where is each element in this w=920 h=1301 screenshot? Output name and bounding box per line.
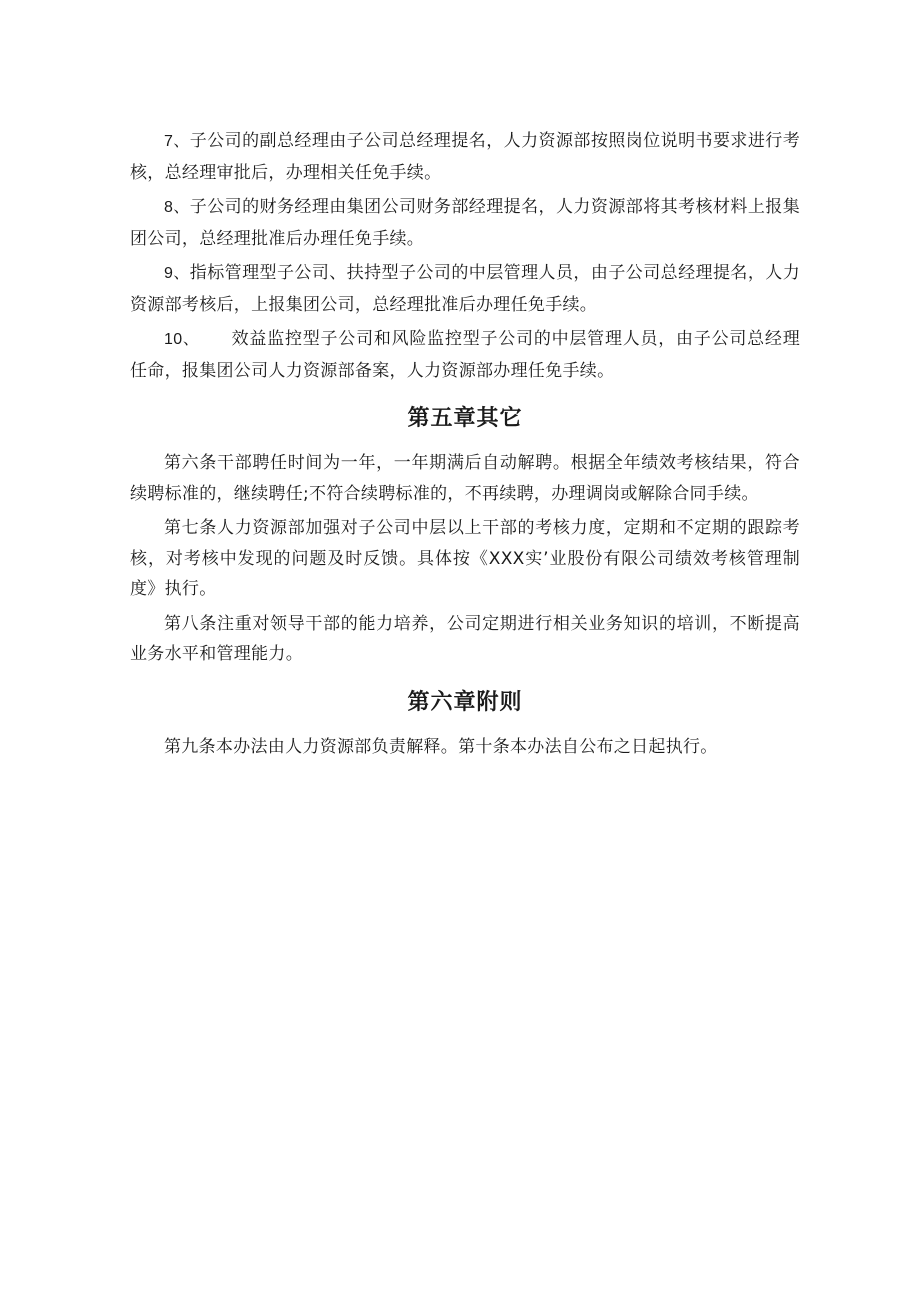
- chapter-6-title: 第六章附则: [407, 689, 523, 715]
- article-9-10: 第九条本办法由人力资源部负责解释。第十条本办法自公布之日起执行。: [164, 736, 718, 757]
- item-text: 子公司的财务经理由集团公司财务部经理提名，人力资源部将其考核材料上报集团公司，总经理批准后办理任免手续。: [130, 197, 801, 249]
- item-text: 子公司的副总经理由子公司总经理提名，人力资源部按照岗位说明书要求进行考核，总经理审批后，办理相关任免手续。: [130, 131, 801, 183]
- list-item-10: [130, 324, 800, 386]
- list-item-7: [130, 126, 800, 188]
- chapter-5-title: 第五章其它: [407, 406, 523, 431]
- document-body: [130, 126, 800, 766]
- item-number: 9、: [164, 265, 190, 282]
- item-number: 8、: [164, 199, 190, 216]
- item-text: 指标管理型子公司、扶持型子公司的中层管理人员，由子公司总经理提名，人力资源部考核后，上报集团公司，总经理批准后办理任免手续。: [130, 263, 801, 315]
- item-number: 10、: [164, 331, 200, 348]
- article-8: 第八条注重对领导干部的能力培养，公司定期进行相关业务知识的培训，不断提高业务水平和管理能力。: [130, 613, 800, 664]
- article-7: 第七条人力资源部加强对子公司中层以上干部的考核力度，定期和不定期的跟踪考核，对考核中发现的问题及时反馈。具体按《XXX实’业股份有限公司绩效考核管理制度》执行。: [130, 518, 800, 599]
- item-number: 7、: [164, 133, 190, 150]
- item-text: 效益监控型子公司和风险监控型子公司的中层管理人员，由子公司总经理任命，报集团公司人力资源部备案，人力资源部办理任免手续。: [130, 329, 800, 381]
- list-item-8: [130, 192, 800, 254]
- article-6: 第六条干部聘任时间为一年，一年期满后自动解聘。根据全年绩效考核结果，符合续聘标准的，继续聘任;不符合续聘标准的，不再续聘，办理调岗或解除合同手续。: [130, 453, 800, 504]
- list-item-9: [130, 258, 800, 320]
